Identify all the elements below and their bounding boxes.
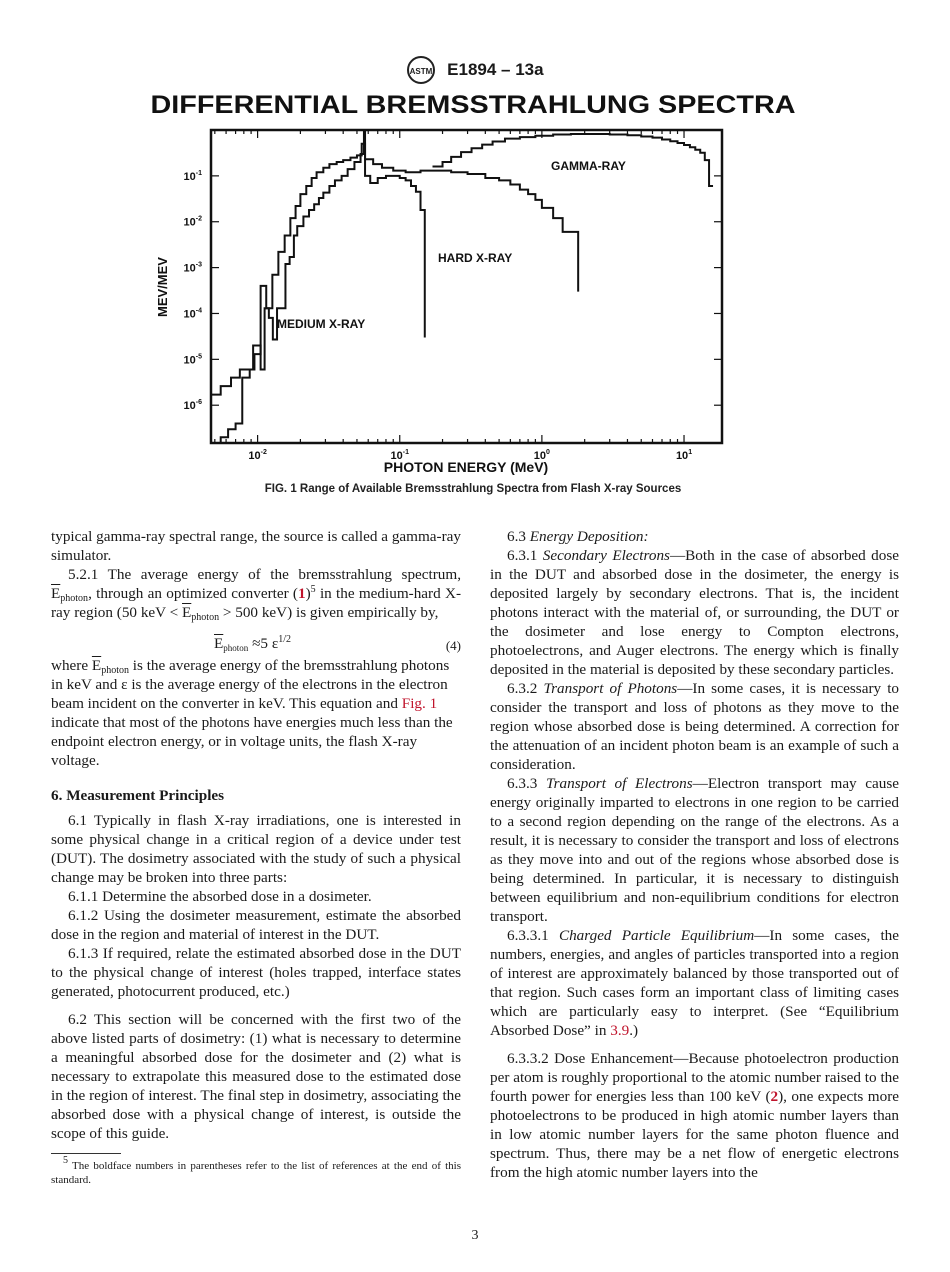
e-bar: $\overline{E}$ (51, 585, 61, 602)
footnote-divider (51, 1153, 121, 1154)
svg-text:ASTM: ASTM (410, 67, 433, 76)
e-bar: $\overline{E}$ (214, 635, 224, 652)
paragraph-6-1-2: 6.1.2 Using the dosimeter measurement, estimate the absorbed dose in the region and material of interest in the DUT. (51, 907, 461, 943)
y-tick-label: $10^{-1}$ (183, 169, 202, 183)
paragraph-6-2: 6.2 This section will be concerned with the first two of the above listed parts of dosimetry: (1) what is necessary to determine a meaningful absorbed dose for the dosimeter and (2) what is necessary to extrapolate this measured dose to the estimated dose in the region of interest. The final step in dosimetry, associating the absorbed dose with a physical change of interest, is outside the scope of this guide. (51, 1011, 461, 1142)
italic-title: Secondary Electrons (542, 547, 670, 564)
paragraph-6-1-3: 6.1.3 If required, relate the estimated absorbed dose in the DUT to the physical change of interest (holes trapped, interface states generated, photocurrent produced, etc.) (51, 945, 461, 1000)
annotation-hard-x-ray: HARD X-RAY (438, 251, 513, 265)
text: , through an optimized converter ( (88, 585, 298, 602)
chart-title: DIFFERENTIAL BREMSSTRAHLUNG SPECTRA (150, 91, 796, 119)
paragraph-6-3 (490, 527, 899, 546)
text: —Electron transport may cause energy originally imparted to electrons in one region to be carried to a second region depending on the range of the electrons. As a result, it is necessary to consider the transport and loss of electrons as they move into and out of the regions whose absorbed dose is being determined. In particular, it is necessary to distinguish between equilibrium and non-equilibrium conditions for electron transport. (490, 775, 900, 925)
right-column (490, 527, 899, 1182)
footnote-area (51, 1143, 461, 1187)
paragraph-6-3-3-2 (490, 1049, 899, 1182)
subscript: photon (101, 665, 129, 676)
italic-title: Energy Deposition: (529, 528, 649, 545)
text: in the medium-hard X-ray region (50 keV < (51, 585, 461, 621)
paragraph-6-3-1 (490, 546, 899, 679)
text: 6.3.3.2 Dose Enhancement—Because photoelectron production per atom is roughly proportional to the atomic number raised to the fourth power for energies less than 100 keV ( (490, 1050, 899, 1105)
y-tick-label: $10^{-4}$ (183, 307, 202, 321)
text: 6.3.3 (507, 775, 546, 792)
page-number: 3 (471, 1228, 479, 1243)
x-tick-label: $10^{-2}$ (248, 449, 267, 462)
paragraph-6-3-2 (490, 679, 899, 774)
text: is the average energy of the bremsstrahlung photons in keV and ε is the average energy of the electrons in the electron beam incident on the converter in keV. This equation and (51, 657, 450, 712)
equation-4 (51, 634, 461, 656)
series-medium-x-ray (211, 131, 425, 443)
section-heading: 6. Measurement Principles (51, 787, 225, 804)
subscript: photon (60, 593, 89, 604)
footnote-mark: 5 (63, 1155, 68, 1166)
text: —In some cases, the numbers, energies, and angles of particles transported into a region of interest are approximately balanced by those transported out of that region. Such cases form an important class of limiting cases which are particularly easy to interpret. (See “Equilibrium Absorbed Dose” in (490, 927, 899, 1039)
plot-frame (211, 130, 722, 443)
text: .) (629, 1022, 639, 1039)
text: indicate that most of the photons have energies much less than the endpoint electron energy, or in voltage units, the flash X-ray voltage. (51, 714, 453, 769)
paragraph-6-3-3 (490, 774, 899, 926)
figure-1-chart (0, 0, 950, 500)
paragraph-6-1: 6.1 Typically in flash X-ray irradiations, one is interested in some physical change in a critical region of a device under test (DUT). The dosimetry associated with the study of such a physical change may be broken into three parts: (51, 812, 461, 886)
subscript: photon (191, 612, 220, 623)
x-tick-label: $10^{-1}$ (390, 449, 409, 462)
italic-title: Transport of Photons (543, 680, 678, 697)
footnote-mark[interactable]: 5 (310, 584, 316, 595)
italic-title: Charged Particle Equilibrium (558, 927, 755, 944)
y-tick-label: $10^{-6}$ (183, 399, 202, 413)
text: 6.3.2 (507, 680, 544, 697)
text: —In some cases, it is necessary to consider the transport and loss of photons as they move to the region whose absorbed dose is being determined. A correction for the attenuation of an incident photon beam is an example of such a consideration. (490, 680, 900, 773)
footnote-text: The boldface numbers in parentheses refer to the list of references at the end of this standard. (51, 1160, 461, 1186)
figure-1-link[interactable]: Fig. 1 (401, 695, 438, 712)
section-3-9-link[interactable]: 3.9 (610, 1022, 630, 1039)
designation: E1894 – 13a (447, 60, 544, 79)
y-axis-label: MEV/MEV (155, 257, 170, 317)
text: where (51, 657, 92, 674)
x-tick-label: $10^1$ (675, 449, 693, 462)
text: ), one expects more photoelectrons to be produced in high atomic number layers than in low atomic number layers for the same photon fluence and spectrum. Thus, there may be a net flow of energetic electrons from the high atomic number layers into the (490, 1088, 899, 1181)
y-tick-label: $10^{-2}$ (183, 215, 202, 229)
paragraph-6-3-3-1 (490, 926, 899, 1040)
e-bar: $\overline{E}$ (91, 657, 102, 674)
text: —Both in the case of absorbed dose in the DUT and absorbed dose in the dosimeter, the energy is deposited largely by secondary electrons. That is, the incident photons interact with the material of, or surrounding, the DUT or the dosimeter and lose energy to Compton electrons, photoelectrons, and Auger electrons. The energy which is finally deposited in the material is deposited by these secondary particles. (490, 547, 900, 678)
e-bar: $\overline{E}$ (182, 604, 192, 621)
x-axis-label: PHOTON ENERGY (MeV) (383, 459, 549, 475)
paragraph (51, 656, 461, 770)
series-hard-x-ray (211, 144, 578, 395)
text: 6.3.1 (507, 547, 543, 564)
subscript: photon (223, 643, 249, 653)
paragraph-6-1-1: 6.1.1 Determine the absorbed dose in a dosimeter. (68, 888, 372, 905)
x-tick-label: $10^0$ (533, 449, 550, 462)
left-column (51, 527, 461, 1187)
paragraph: typical gamma-ray spectral range, the source is called a gamma-ray simulator. (51, 528, 461, 564)
y-tick-label: $10^{-3}$ (183, 261, 202, 275)
reference-link-1[interactable]: 1 (298, 585, 306, 602)
footnote (51, 1155, 461, 1187)
equation-number: (4) (445, 638, 461, 653)
text: 6.3 (507, 528, 530, 545)
annotation-medium-x-ray: MEDIUM X-RAY (277, 317, 366, 331)
annotation-gamma-ray: GAMMA-RAY (551, 159, 626, 173)
text: 6.3.3.1 (507, 927, 559, 944)
figure-caption: FIG. 1 Range of Available Bremsstrahlung Spectra from Flash X-ray Sources (264, 483, 682, 495)
y-tick-label: $10^{-5}$ (183, 353, 202, 367)
text: > 500 keV) is given empirically by, (219, 604, 439, 621)
italic-title: Transport of Electrons (546, 775, 693, 792)
equation-body: ≈5 ε (252, 635, 279, 652)
exponent: 1/2 (278, 634, 291, 645)
text: 5.2.1 The average energy of the bremsstrahlung spectrum, (68, 566, 461, 583)
paragraph-5-2-1: 5.2.1 The average energy of the bremsstrahlung spectrum, $\overline{E}_{photon}$, through an optimized converter $(1)^5$ in the medium-hard X-ray region (50 keV < $\overline{E}_{photon} > 500$ keV) is given empirically by, (51, 566, 461, 623)
reference-link-2[interactable]: 2 (770, 1088, 779, 1105)
